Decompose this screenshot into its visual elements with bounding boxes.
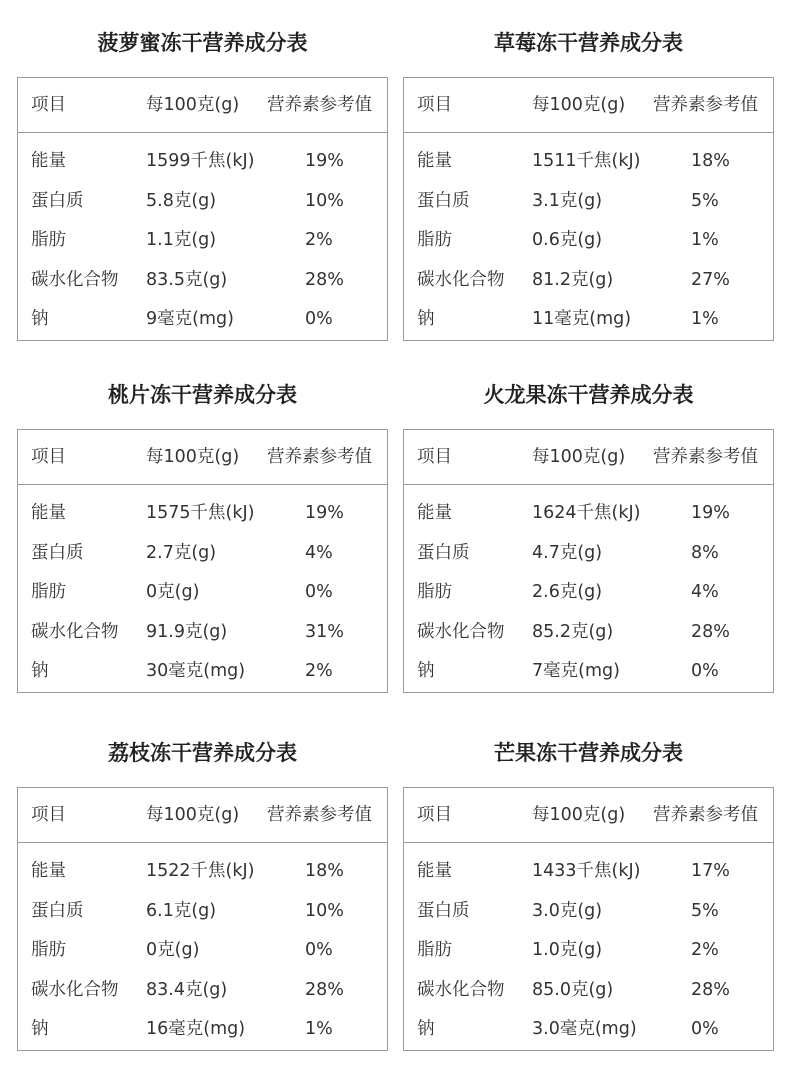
- row-amount: 85.2克(g): [532, 621, 614, 642]
- row-amount: 91.9克(g): [146, 621, 228, 642]
- row-amount: 1599千焦(kJ): [146, 151, 255, 171]
- table-row: [18, 182, 387, 222]
- row-nrv: 4%: [691, 582, 719, 603]
- row-name: 蛋白质: [417, 542, 470, 563]
- row-nrv: 19%: [305, 151, 344, 171]
- nutrition-panel-peach: [17, 377, 388, 682]
- table-header: [404, 78, 773, 133]
- row-nrv: 0%: [691, 661, 719, 682]
- table-row: [18, 534, 387, 574]
- row-name: 碳水化合物: [417, 621, 505, 642]
- header-item: 项目: [417, 95, 452, 115]
- row-name: 碳水化合物: [31, 269, 119, 290]
- panel-title: 桃片冻干营养成分表: [108, 383, 297, 407]
- header-nrv: 营养素参考值: [653, 805, 758, 825]
- header-item: 项目: [31, 95, 66, 115]
- row-amount: 85.0克(g): [532, 979, 614, 1000]
- row-name: 碳水化合物: [417, 979, 505, 1000]
- header-nrv: 营养素参考值: [267, 805, 372, 825]
- nutrition-table: [403, 787, 774, 1051]
- row-amount: 2.6克(g): [532, 582, 603, 603]
- row-nrv: 0%: [691, 1019, 719, 1040]
- row-nrv: 10%: [305, 190, 344, 211]
- table-row: [18, 852, 387, 892]
- row-amount: 1.1克(g): [146, 230, 217, 251]
- nutrition-panel-dragonfruit: [403, 377, 774, 682]
- row-amount: 81.2克(g): [532, 269, 614, 290]
- panel-title: 菠萝蜜冻干营养成分表: [97, 31, 308, 55]
- header-nrv: 营养素参考值: [653, 95, 758, 115]
- panel-title: 火龙果冻干营养成分表: [483, 383, 694, 407]
- row-nrv: 1%: [305, 1019, 333, 1040]
- header-nrv: 营养素参考值: [267, 447, 372, 467]
- row-nrv: 1%: [691, 309, 719, 330]
- table-row: [18, 261, 387, 301]
- nutrition-table: [17, 77, 388, 341]
- row-nrv: 2%: [305, 661, 333, 682]
- table-row: [404, 573, 773, 613]
- row-name: 脂肪: [417, 940, 452, 961]
- header-item: 项目: [31, 447, 66, 467]
- row-nrv: 2%: [691, 940, 719, 961]
- row-amount: 0克(g): [146, 940, 200, 961]
- row-amount: 1575千焦(kJ): [146, 503, 255, 523]
- nutrition-table: [403, 429, 774, 693]
- row-amount: 9毫克(mg): [146, 309, 234, 330]
- row-name: 蛋白质: [31, 900, 84, 921]
- row-nrv: 17%: [691, 861, 730, 881]
- row-name: 钠: [31, 661, 49, 682]
- nutrition-panel-lychee: [17, 735, 388, 1040]
- row-name: 脂肪: [31, 230, 66, 251]
- row-name: 能量: [31, 861, 66, 881]
- row-amount: 3.0克(g): [532, 900, 603, 921]
- row-amount: 1522千焦(kJ): [146, 861, 255, 881]
- row-name: 脂肪: [417, 230, 452, 251]
- table-row: [18, 931, 387, 971]
- table-row: [18, 494, 387, 534]
- row-name: 钠: [417, 661, 435, 682]
- row-amount: 83.4克(g): [146, 979, 228, 1000]
- row-nrv: 5%: [691, 190, 719, 211]
- header-item: 项目: [417, 447, 452, 467]
- table-row: [404, 971, 773, 1011]
- table-row: [18, 221, 387, 261]
- table-row: [18, 300, 387, 340]
- nutrition-table: [17, 429, 388, 693]
- table-header: [18, 430, 387, 485]
- row-nrv: 18%: [691, 151, 730, 171]
- row-name: 碳水化合物: [31, 979, 119, 1000]
- table-row: [404, 261, 773, 301]
- row-name: 能量: [417, 151, 452, 171]
- table-row: [18, 613, 387, 653]
- header-per100: 每100克(g): [532, 805, 626, 825]
- row-name: 钠: [417, 1019, 435, 1040]
- row-nrv: 10%: [305, 900, 344, 921]
- row-nrv: 18%: [305, 861, 344, 881]
- row-amount: 16毫克(mg): [146, 1019, 246, 1040]
- row-amount: 0.6克(g): [532, 230, 603, 251]
- row-amount: 1511千焦(kJ): [532, 151, 641, 171]
- table-row: [404, 534, 773, 574]
- row-name: 钠: [417, 309, 435, 330]
- row-nrv: 5%: [691, 900, 719, 921]
- row-nrv: 2%: [305, 230, 333, 251]
- row-nrv: 8%: [691, 542, 719, 563]
- row-nrv: 28%: [305, 979, 344, 1000]
- row-nrv: 4%: [305, 542, 333, 563]
- row-nrv: 28%: [305, 269, 344, 290]
- table-row: [18, 971, 387, 1011]
- table-header: [404, 430, 773, 485]
- panel-title: 荔枝冻干营养成分表: [108, 741, 297, 765]
- table-row: [404, 182, 773, 222]
- panel-title: 芒果冻干营养成分表: [494, 741, 683, 765]
- nutrition-panel-mango: [403, 735, 774, 1040]
- row-amount: 1624千焦(kJ): [532, 503, 641, 523]
- nutrition-table: [403, 77, 774, 341]
- table-header: [18, 78, 387, 133]
- row-amount: 1.0克(g): [532, 940, 603, 961]
- table-row: [18, 652, 387, 692]
- row-nrv: 28%: [691, 979, 730, 1000]
- row-amount: 1433千焦(kJ): [532, 861, 641, 881]
- row-name: 钠: [31, 1019, 49, 1040]
- table-row: [18, 1010, 387, 1050]
- row-nrv: 1%: [691, 230, 719, 251]
- table-row: [404, 142, 773, 182]
- row-amount: 30毫克(mg): [146, 661, 246, 682]
- row-amount: 4.7克(g): [532, 542, 603, 563]
- header-nrv: 营养素参考值: [267, 95, 372, 115]
- header-item: 项目: [417, 805, 452, 825]
- table-row: [404, 300, 773, 340]
- panel-title: 草莓冻干营养成分表: [494, 31, 683, 55]
- table-row: [404, 931, 773, 971]
- header-per100: 每100克(g): [146, 805, 240, 825]
- table-row: [404, 652, 773, 692]
- table-row: [404, 1010, 773, 1050]
- row-nrv: 19%: [305, 503, 344, 523]
- row-amount: 3.0毫克(mg): [532, 1019, 637, 1040]
- row-name: 蛋白质: [31, 542, 84, 563]
- header-nrv: 营养素参考值: [653, 447, 758, 467]
- row-name: 蛋白质: [417, 190, 470, 211]
- row-amount: 0克(g): [146, 582, 200, 603]
- header-per100: 每100克(g): [146, 95, 240, 115]
- row-amount: 3.1克(g): [532, 190, 603, 211]
- row-name: 碳水化合物: [31, 621, 119, 642]
- row-nrv: 27%: [691, 269, 730, 290]
- row-amount: 11毫克(mg): [532, 309, 632, 330]
- row-name: 能量: [31, 151, 66, 171]
- row-name: 脂肪: [417, 582, 452, 603]
- row-name: 能量: [417, 861, 452, 881]
- row-nrv: 0%: [305, 940, 333, 961]
- row-name: 钠: [31, 309, 49, 330]
- row-amount: 2.7克(g): [146, 542, 217, 563]
- row-nrv: 0%: [305, 309, 333, 330]
- table-row: [404, 892, 773, 932]
- row-name: 蛋白质: [417, 900, 470, 921]
- table-row: [404, 221, 773, 261]
- row-amount: 5.8克(g): [146, 190, 217, 211]
- row-amount: 7毫克(mg): [532, 661, 620, 682]
- row-name: 脂肪: [31, 940, 66, 961]
- table-row: [404, 494, 773, 534]
- nutrition-panel-strawberry: [403, 25, 774, 330]
- header-item: 项目: [31, 805, 66, 825]
- row-amount: 83.5克(g): [146, 269, 228, 290]
- table-row: [18, 892, 387, 932]
- header-per100: 每100克(g): [146, 447, 240, 467]
- table-row: [18, 573, 387, 613]
- row-name: 能量: [417, 503, 452, 523]
- table-header: [404, 788, 773, 843]
- table-header: [18, 788, 387, 843]
- row-name: 碳水化合物: [417, 269, 505, 290]
- row-nrv: 31%: [305, 621, 344, 642]
- table-row: [404, 852, 773, 892]
- header-per100: 每100克(g): [532, 447, 626, 467]
- row-name: 能量: [31, 503, 66, 523]
- header-per100: 每100克(g): [532, 95, 626, 115]
- row-nrv: 0%: [305, 582, 333, 603]
- table-row: [18, 142, 387, 182]
- table-row: [404, 613, 773, 653]
- row-nrv: 19%: [691, 503, 730, 523]
- row-amount: 6.1克(g): [146, 900, 217, 921]
- row-name: 脂肪: [31, 582, 66, 603]
- nutrition-panel-jackfruit: [17, 25, 388, 330]
- row-name: 蛋白质: [31, 190, 84, 211]
- nutrition-table: [17, 787, 388, 1051]
- row-nrv: 28%: [691, 621, 730, 642]
